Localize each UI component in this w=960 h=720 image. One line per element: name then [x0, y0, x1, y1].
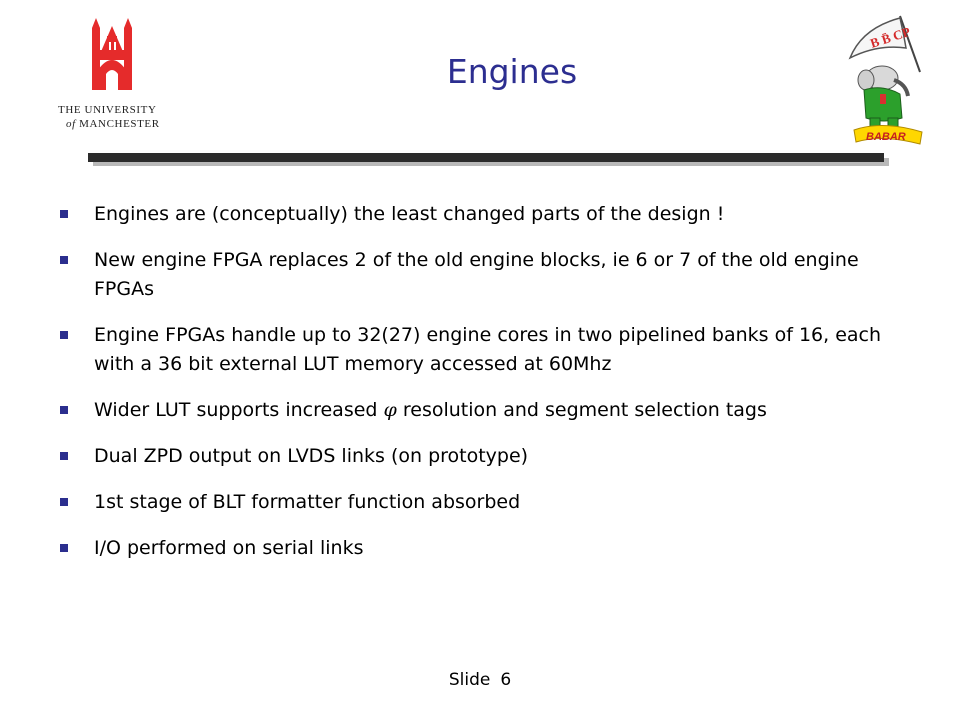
slide-label: Slide	[448, 670, 491, 690]
bullet-text-after: resolution and segment selection tags	[396, 399, 767, 421]
bullet-item	[58, 200, 888, 229]
bullet-square-icon	[60, 256, 68, 264]
bullet-item	[58, 321, 888, 379]
slide-footer	[0, 670, 960, 690]
university-of: of	[66, 118, 76, 130]
university-name	[58, 103, 182, 131]
bullet-square-icon	[60, 452, 68, 460]
bullet-item	[58, 488, 888, 517]
title-rule	[88, 153, 884, 162]
bullet-item	[58, 442, 888, 471]
bullet-text: I/O performed on serial links	[94, 537, 364, 559]
slide-title: Engines	[446, 52, 578, 91]
bullet-square-icon	[60, 210, 68, 218]
phi-symbol: φ	[383, 399, 397, 421]
bullet-item	[58, 534, 888, 563]
bullet-square-icon	[60, 498, 68, 506]
university-line2: MANCHESTER	[79, 118, 160, 130]
bullet-square-icon	[60, 544, 68, 552]
flag-text: B B̄ CP	[868, 23, 913, 51]
bullet-text: Engines are (conceptually) the least changed parts of the design !	[94, 203, 725, 225]
bullet-text: Engine FPGAs handle up to 32(27) engine cores in two pipelined banks of 16, each with a 36 bit external LUT memory accessed at 60Mhz	[94, 324, 882, 375]
bullet-item	[58, 396, 888, 425]
university-line1: THE UNIVERSITY	[58, 104, 157, 116]
bullet-list	[58, 200, 888, 580]
bullet-square-icon	[60, 331, 68, 339]
bullet-item	[58, 246, 888, 304]
slide-number: 6	[500, 670, 512, 690]
bullet-square-icon	[60, 406, 68, 414]
banner-text: BABAR	[866, 131, 906, 143]
bullet-text-before: Wider LUT supports increased	[94, 399, 384, 421]
bullet-text: 1st stage of BLT formatter function absorbed	[94, 491, 521, 513]
bullet-text: Dual ZPD output on LVDS links (on prototype)	[94, 445, 529, 467]
bullet-text: New engine FPGA replaces 2 of the old engine blocks, ie 6 or 7 of the old engine FPGAs	[94, 249, 859, 300]
